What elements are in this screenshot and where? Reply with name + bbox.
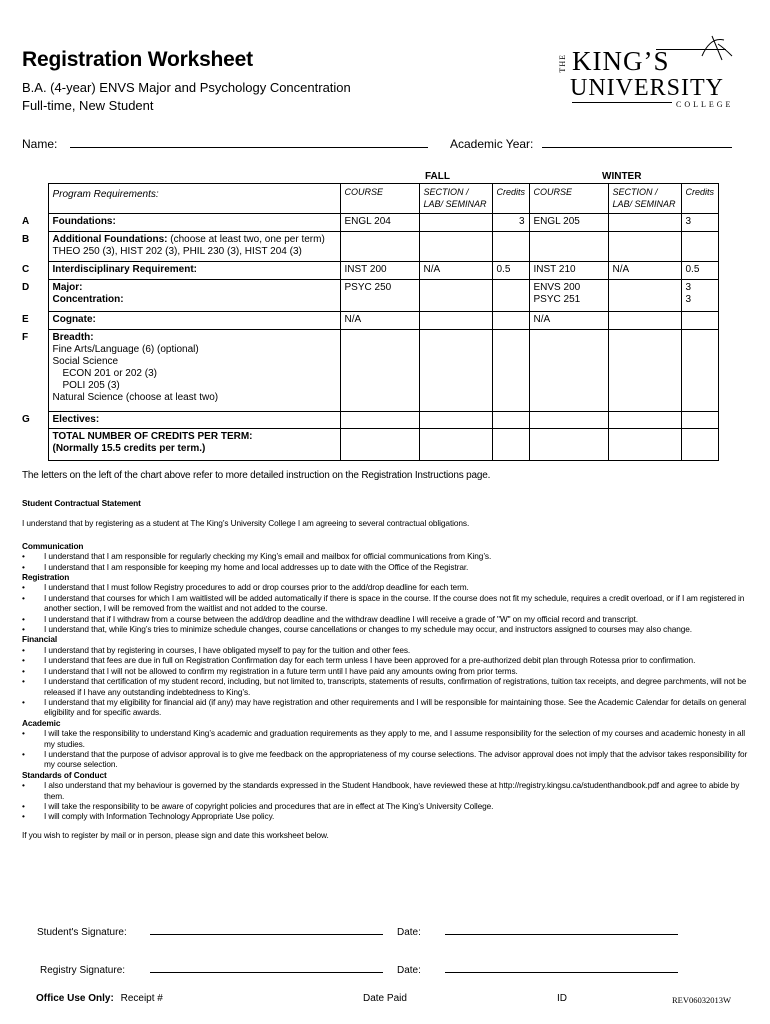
- table-row: [22, 412, 718, 429]
- winter-credits-header: Credits: [681, 184, 718, 214]
- winter-credits-2: 3: [685, 294, 692, 305]
- table-row: [22, 280, 718, 312]
- table-row: [22, 330, 718, 412]
- id-label: ID: [557, 993, 567, 1004]
- major-label: Major:: [52, 282, 83, 293]
- winter-credits-cell[interactable]: [681, 232, 718, 262]
- fall-credits-cell[interactable]: 0.5: [492, 262, 529, 280]
- total-label-cell: [48, 429, 340, 461]
- student-signature-label: Student's Signature:: [37, 927, 127, 938]
- winter-course-header: COURSE: [529, 184, 608, 214]
- fall-section-cell[interactable]: [419, 312, 492, 330]
- table-row: [22, 262, 718, 280]
- student-date-label: Date:: [397, 927, 421, 938]
- row-letter: D: [22, 281, 30, 293]
- row-letter: A: [22, 215, 30, 227]
- winter-course-cell[interactable]: [529, 330, 608, 412]
- list-item: • I understand that I am responsible for regularly checking my King’s email and mailbox for official communications from King’s.: [22, 551, 752, 561]
- winter-section-cell[interactable]: [608, 280, 681, 312]
- program-subtitle: B.A. (4-year) ENVS Major and Psychology Concentration: [22, 80, 351, 95]
- row-label: Cognate:: [48, 312, 340, 330]
- registry-date-label: Date:: [397, 965, 421, 976]
- list-item: • I understand that I will not be allowed to confirm my registration in a future term until I have paid any amounts owing from prior terms.: [22, 666, 752, 676]
- chart-note: The letters on the left of the chart above refer to more detailed instruction on the Registration Instructions page.: [22, 470, 491, 481]
- list-item: • I understand that certification of my student record, including, but not limited to, transcripts, statements of results, confirmation of registrations, tuition tax receipts, and degree parchments, will not be released if I have any outstanding indebtedness to King’s.: [22, 676, 752, 697]
- fall-section-cell[interactable]: N/A: [419, 262, 492, 280]
- fall-course-cell[interactable]: INST 200: [340, 262, 419, 280]
- fall-course-cell[interactable]: PSYC 250: [340, 280, 419, 312]
- section-list: [22, 728, 752, 770]
- list-item: • I understand that, while King’s tries to minimize schedule changes, course cancellations or changes to my schedule may occur, and instructors assigned to courses may also change.: [22, 624, 752, 634]
- row-letter: E: [22, 313, 29, 325]
- academic-year-label: Academic Year:: [450, 137, 534, 151]
- program-requirements-header: Program Requirements:: [48, 184, 340, 214]
- row-letter: G: [22, 413, 30, 425]
- section-list: [22, 780, 752, 822]
- student-signature-line[interactable]: [150, 934, 383, 935]
- row-label-cell: [48, 330, 340, 412]
- winter-section-cell[interactable]: [608, 312, 681, 330]
- list-item: • I will comply with Information Technology Appropriate Use policy.: [22, 811, 752, 821]
- logo-college: COLLEGE: [676, 100, 734, 109]
- student-date-line[interactable]: [445, 934, 678, 935]
- contract-heading: Student Contractual Statement: [22, 498, 141, 508]
- fall-course-cell[interactable]: [340, 429, 419, 461]
- winter-credits-cell[interactable]: 0.5: [681, 262, 718, 280]
- revision-code: REV06032013W: [672, 995, 732, 1005]
- list-item: • I understand that by registering in courses, I have obligated myself to pay for the tuition and other fees.: [22, 645, 752, 655]
- fall-section-cell[interactable]: [419, 412, 492, 429]
- section-title: Academic: [22, 717, 61, 728]
- name-input-line[interactable]: [70, 147, 428, 148]
- winter-credits-cell[interactable]: [681, 280, 718, 312]
- winter-header: WINTER: [602, 171, 642, 182]
- fall-section-cell[interactable]: [419, 429, 492, 461]
- list-item: • I understand that my eligibility for financial aid (if any) may have registration and other requirements and I will be responsible for maintaining those. See the Academic Calendar for details on general eligibility and for specific awards.: [22, 697, 752, 718]
- logo-university: UNIVERSITY: [570, 75, 724, 101]
- winter-credits-cell[interactable]: [681, 312, 718, 330]
- closing-instruction: If you wish to register by mail or in person, please sign and date this worksheet below.: [22, 829, 329, 840]
- fall-credits-cell[interactable]: [492, 312, 529, 330]
- table-row: [22, 312, 718, 330]
- registry-signature-label: Registry Signature:: [40, 965, 126, 976]
- winter-section-cell[interactable]: [608, 232, 681, 262]
- winter-section-cell[interactable]: N/A: [608, 262, 681, 280]
- list-item: • I understand that if I withdraw from a course between the add/drop deadline and the withdraw deadline I will receive a grade of "W" on my official record and transcript.: [22, 614, 752, 624]
- row-detail-2: THEO 250 (3), HIST 202 (3), PHIL 230 (3), HIST 204 (3): [52, 246, 302, 257]
- winter-credits-cell[interactable]: [681, 330, 718, 412]
- logo-swoosh-icon: [694, 34, 734, 64]
- row-letter: F: [22, 331, 29, 343]
- section-title: Communication: [22, 540, 84, 551]
- table-row: [22, 232, 718, 262]
- breadth-line: POLI 205 (3): [62, 380, 120, 391]
- fall-section-cell[interactable]: [419, 214, 492, 232]
- winter-course-2: PSYC 251: [533, 294, 581, 305]
- row-label: Electives:: [48, 412, 340, 429]
- section-title: Financial: [22, 634, 58, 645]
- fall-credits-cell[interactable]: [492, 429, 529, 461]
- academic-year-input-line[interactable]: [542, 147, 732, 148]
- row-label-cell: [48, 232, 340, 262]
- section-list: [22, 582, 752, 634]
- row-label: Additional Foundations:: [52, 234, 168, 245]
- section-title: Registration: [22, 572, 70, 583]
- table-header-row: [22, 184, 718, 214]
- winter-credits-cell[interactable]: [681, 429, 718, 461]
- list-item: • I understand that fees are due in full on Registration Confirmation day for each term unless I have been approved for a pre-authorized debit plan through Rotessa prior to confirmation.: [22, 655, 752, 665]
- list-item: • I understand that I must follow Registry procedures to add or drop courses prior to the add/drop deadline for each term.: [22, 582, 752, 592]
- list-item: • I understand that I am responsible for keeping my home and local addresses up to date with the Office of the Registrar.: [22, 562, 752, 572]
- winter-course-cell[interactable]: [529, 280, 608, 312]
- fall-course-header: COURSE: [340, 184, 419, 214]
- logo-kings: KING’S: [572, 46, 670, 76]
- fall-section-header: SECTION / LAB/ SEMINAR: [419, 184, 492, 214]
- table-row: [22, 214, 718, 232]
- list-item: • I will take the responsibility to understand King’s academic and graduation requirements as they apply to me, and I assume responsibility for the selection of my courses and academic honesty in all my studies.: [22, 728, 752, 749]
- table-total-row: [22, 429, 718, 461]
- registry-signature-line[interactable]: [150, 972, 383, 973]
- concentration-label: Concentration:: [52, 294, 124, 305]
- requirements-table: [22, 183, 719, 461]
- breadth-line: ECON 201 or 202 (3): [62, 368, 157, 379]
- fall-section-cell[interactable]: [419, 330, 492, 412]
- fall-credits-cell[interactable]: [492, 412, 529, 429]
- list-item: • I understand that the purpose of advisor approval is to give me feedback on the appropriateness of my course selections. The advisor approval does not imply that the advisor takes responsibility for my course selection.: [22, 749, 752, 770]
- breadth-line: Social Science: [52, 356, 119, 367]
- fall-credits-cell[interactable]: 3: [492, 214, 529, 232]
- winter-course-cell[interactable]: ENGL 205: [529, 214, 608, 232]
- fall-credits-cell[interactable]: [492, 232, 529, 262]
- registry-date-line[interactable]: [445, 972, 678, 973]
- row-letter: C: [22, 263, 30, 275]
- breadth-line: Natural Science (choose at least two): [52, 392, 219, 403]
- section-list: [22, 551, 752, 572]
- contractual-statement: [22, 498, 752, 840]
- row-label: Interdisciplinary Requirement:: [48, 262, 340, 280]
- fall-course-cell[interactable]: [340, 232, 419, 262]
- winter-section-header: SECTION / LAB/ SEMINAR: [608, 184, 681, 214]
- winter-section-cell[interactable]: [608, 412, 681, 429]
- breadth-label: Breadth:: [52, 332, 94, 343]
- winter-credits-cell[interactable]: 3: [681, 214, 718, 232]
- winter-course-1: ENVS 200: [533, 282, 581, 293]
- list-item: • I also understand that my behaviour is governed by the standards expressed in the Student Handbook, have reviewed these at http://registry.kingsu.ca/studenthandbook.pdf and agree to abide by them.: [22, 780, 752, 801]
- fall-section-cell[interactable]: [419, 280, 492, 312]
- office-use-label: Office Use Only:: [36, 993, 114, 1004]
- winter-section-cell[interactable]: [608, 429, 681, 461]
- row-label-cell: [48, 280, 340, 312]
- section-list: [22, 645, 752, 718]
- date-paid-label: Date Paid: [363, 993, 407, 1004]
- winter-credits-1: 3: [685, 282, 692, 293]
- page-title: Registration Worksheet: [22, 48, 253, 71]
- fall-course-cell[interactable]: [340, 412, 419, 429]
- fall-course-cell[interactable]: ENGL 204: [340, 214, 419, 232]
- row-label: Foundations:: [48, 214, 340, 232]
- total-label: TOTAL NUMBER OF CREDITS PER TERM:: [52, 431, 253, 442]
- row-detail: (choose at least two, one per term): [167, 234, 325, 245]
- receipt-label: Receipt #: [120, 993, 163, 1004]
- office-use-block: [36, 993, 163, 1004]
- winter-credits-cell[interactable]: [681, 412, 718, 429]
- row-letter: B: [22, 233, 30, 245]
- breadth-line: Fine Arts/Language (6) (optional): [52, 344, 199, 355]
- fall-credits-cell[interactable]: [492, 330, 529, 412]
- fall-section-cell[interactable]: [419, 232, 492, 262]
- winter-course-cell[interactable]: [529, 412, 608, 429]
- fall-credits-cell[interactable]: [492, 280, 529, 312]
- name-label: Name:: [22, 137, 58, 151]
- winter-section-cell[interactable]: [608, 214, 681, 232]
- winter-section-cell[interactable]: [608, 330, 681, 412]
- winter-course-cell[interactable]: N/A: [529, 312, 608, 330]
- winter-course-cell[interactable]: [529, 429, 608, 461]
- list-item: • I understand that courses for which I am waitlisted will be added automatically if there is space in the course. If the course does not fit my schedule, requires a credit overload, or if I am registered in another section, I will be removed from the waitlist and not added to the course.: [22, 593, 752, 614]
- total-note: (Normally 15.5 credits per term.): [52, 443, 206, 454]
- fall-credits-header: Credits: [492, 184, 529, 214]
- logo-the: THE: [558, 54, 567, 73]
- list-item: • I will take the responsibility to be aware of copyright policies and procedures that are in effect at The King’s University College.: [22, 801, 752, 811]
- section-title: Standards of Conduct: [22, 769, 107, 780]
- university-logo: [556, 36, 746, 111]
- fall-header: FALL: [425, 171, 450, 182]
- winter-course-cell[interactable]: [529, 232, 608, 262]
- winter-course-cell[interactable]: INST 210: [529, 262, 608, 280]
- fall-course-cell[interactable]: [340, 330, 419, 412]
- contract-intro: I understand that by registering as a student at The King’s University College I am agreeing to several contractual obligations.: [22, 518, 470, 529]
- fall-course-cell[interactable]: N/A: [340, 312, 419, 330]
- student-type-subtitle: Full-time, New Student: [22, 98, 154, 113]
